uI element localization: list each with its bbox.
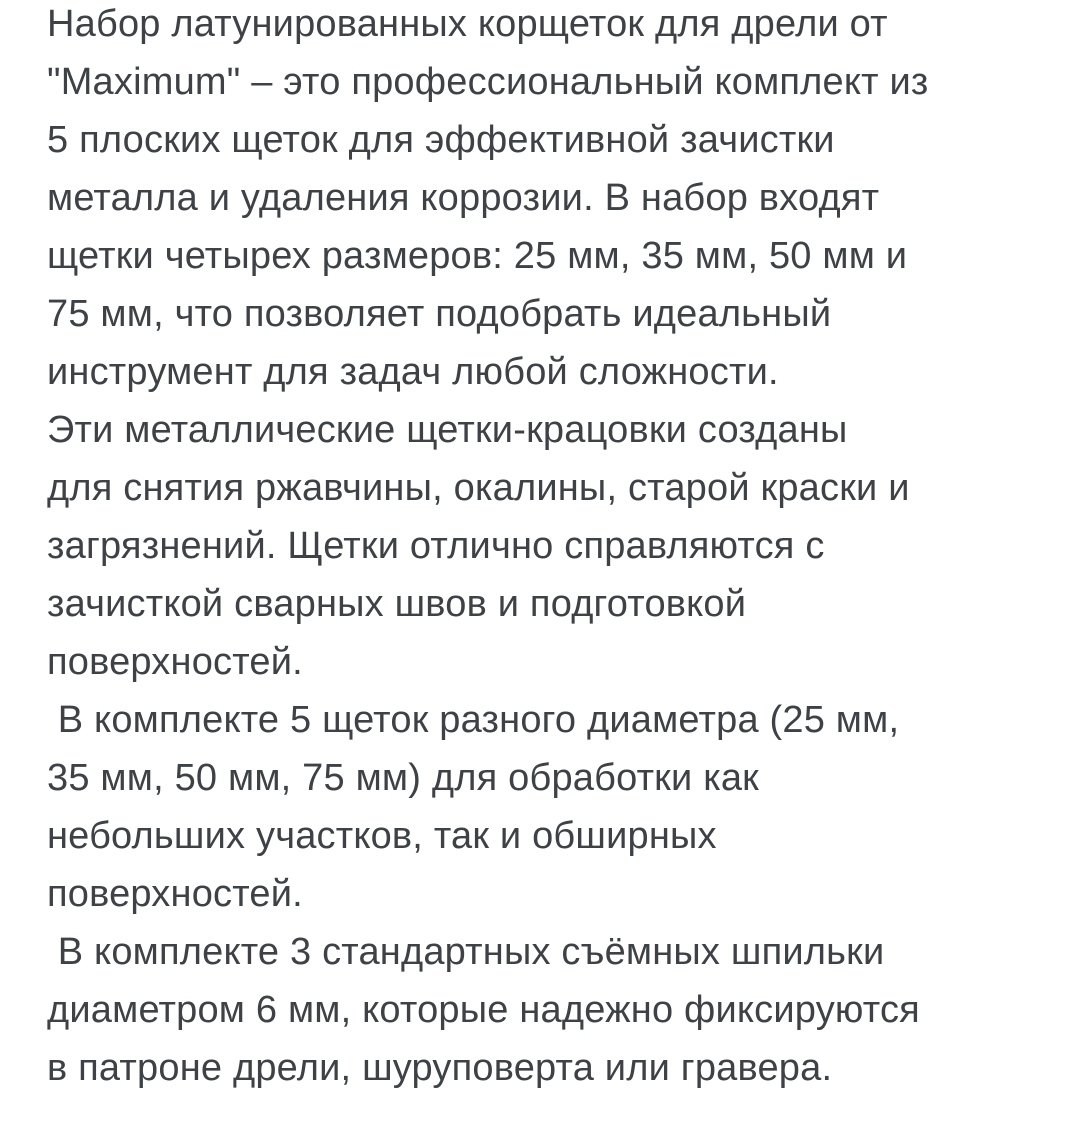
description-paragraph-pins [47, 923, 1060, 1097]
description-line: щетки четырех размеров: 25 мм, 35 мм, 50 мм и [47, 235, 908, 277]
description-line: диаметром 6 мм, которые надежно фиксируются [47, 989, 920, 1031]
description-line: загрязнений. Щетки отлично справляются с [47, 525, 825, 567]
description-paragraph-purpose [47, 401, 1060, 691]
description-line: Набор латунированных корщеток для дрели от [47, 3, 888, 45]
description-line: для снятия ржавчины, окалины, старой краски и [47, 467, 910, 509]
description-line: инструмент для задач любой сложности. [47, 351, 779, 393]
description-line: "Maximum" – это профессиональный комплект из [47, 61, 929, 103]
description-paragraph-brushes [47, 691, 1060, 923]
description-line: поверхностей. [47, 873, 303, 915]
description-line: в патроне дрели, шуруповерта или гравера. [47, 1047, 833, 1089]
description-line: 35 мм, 50 мм, 75 мм) для обработки как [47, 757, 760, 799]
description-line: зачисткой сварных швов и подготовкой [47, 583, 747, 625]
description-paragraph-intro [47, 0, 1060, 401]
description-line: В комплекте 3 стандартных съёмных шпильки [47, 931, 885, 973]
description-line: В комплекте 5 щеток разного диаметра (25 мм, [47, 699, 900, 741]
description-line: поверхностей. [47, 641, 303, 683]
description-line: 75 мм, что позволяет подобрать идеальный [47, 293, 832, 335]
description-line: Эти металлические щетки-крацовки созданы [47, 409, 848, 451]
description-line: 5 плоских щеток для эффективной зачистки [47, 119, 835, 161]
description-line: небольших участков, так и обширных [47, 815, 717, 857]
description-line: металла и удаления коррозии. В набор входят [47, 177, 880, 219]
